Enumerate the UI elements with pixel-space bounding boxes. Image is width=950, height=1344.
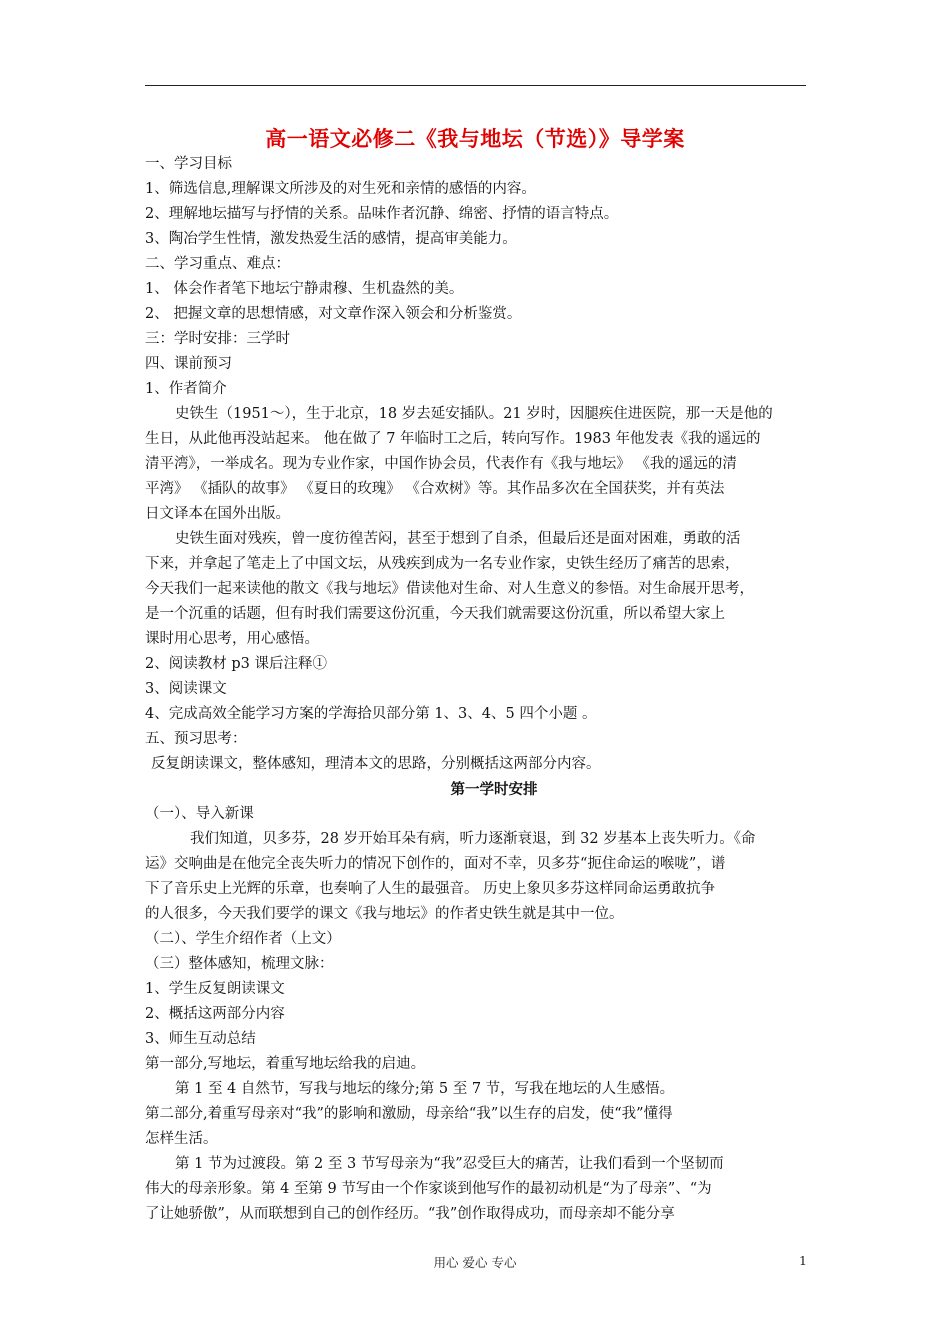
paragraph-line: 清平湾》，一举成名。现为专业作家，中国作协会员，代表作有《我与地坛》 《我的遥远的清 [145,456,737,472]
page-footer: 用心 爱心 专心 [433,1255,517,1270]
paragraph-line: 是一个沉重的话题，但有时我们需要这份沉重，今天我们就需要这份沉重，所以希望大家上 [145,606,725,622]
paragraph-line: 2、概括这两部分内容 [145,1006,285,1022]
paragraph-line: 运》交响曲是在他完全丧失听力的情况下创作的，面对不幸，贝多芬“扼住命运的喉咙”，谱 [145,856,726,872]
paragraph-line: 课时用心思考，用心感悟。 [145,631,319,647]
paragraph-line: 第一部分,写地坛，着重写地坛给我的启迪。 [145,1056,426,1072]
section-heading: 一、学习目标 [145,156,232,172]
paragraph-line: 2、 把握文章的思想情感，对文章作深入领会和分析鉴赏。 [145,306,522,322]
document-body [145,152,813,1227]
paragraph-line: 我们知道，贝多芬，28 岁开始耳朵有病，听力逐渐衰退，到 32 岁基本上丧失听力。《命 [190,831,756,847]
paragraph-line: 2、理解地坛描写与抒情的关系。品味作者沉静、绵密、抒情的语言特点。 [145,206,619,222]
paragraph-line: 下了音乐史上光辉的乐章，也奏响了人生的最强音。 历史上象贝多芬这样同命运勇敢抗争 [145,881,716,897]
page-number: 1 [799,1253,807,1268]
section-heading: （一）、导入新课 [145,806,254,822]
paragraph-line: 伟大的母亲形象。第 4 至第 9 节写由一个作家谈到他写作的最初动机是“为了母亲”、“为 [145,1181,712,1197]
document-title: 高一语文必修二《我与地坛（节选）》导学案 [265,126,685,151]
paragraph-line: 今天我们一起来读他的散文《我与地坛》借读他对生命、对人生意义的参悟。对生命展开思考， [145,581,754,597]
paragraph-line: 2、阅读教材 p3 课后注释① [145,656,327,672]
paragraph-line: 史铁生（1951～），生于北京，18 岁去延安插队。21 岁时，因腿疾住进医院，那一天是他的 [175,406,773,422]
paragraph-line: 第 1 节为过渡段。第 2 至 3 节写母亲为“我”忍受巨大的痛苦，让我们看到一个坚韧而 [175,1156,724,1172]
paragraph-line: 下来，并拿起了笔走上了中国文坛，从残疾到成为一名专业作家，史铁生经历了痛苦的思索， [145,556,740,572]
section-heading: 三：学时安排：三学时 [145,331,290,347]
paragraph-line: 怎样生活。 [145,1131,218,1147]
paragraph-line: 1、 体会作者笔下地坛宁静肃穆、生机盎然的美。 [145,281,464,297]
paragraph-line: 了让她骄傲”，从而联想到自己的创作经历。“我”创作取得成功，而母亲却不能分享 [145,1206,675,1222]
paragraph-line: 日文译本在国外出版。 [145,506,290,522]
section-heading: 四、课前预习 [145,356,232,372]
paragraph-line: 平湾》 《插队的故事》 《夏日的玫瑰》 《合欢树》等。其作品多次在全国获奖，并有英法 [145,481,725,497]
subsection-title: 第一学时安排 [450,781,538,798]
paragraph-line: 1、作者简介 [145,381,227,397]
paragraph-line: 1、学生反复朗读课文 [145,981,285,997]
paragraph-line: 的人很多，今天我们要学的课文《我与地坛》的作者史铁生就是其中一位。 [145,906,624,922]
header-rule [145,85,806,86]
section-heading: （二）、学生介绍作者（上文） [145,931,341,947]
paragraph-line: 3、陶冶学生性情，激发热爱生活的感情，提高审美能力。 [145,231,517,247]
paragraph-line: 第二部分,着重写母亲对“我”的影响和激励，母亲给“我”以生存的启发，使“我”懂得 [145,1106,673,1122]
section-heading: （三）整体感知，梳理文脉： [145,956,334,972]
paragraph-line: 4、完成高效全能学习方案的学海拾贝部分第 1、3、4、5 四个小题 。 [145,706,597,722]
paragraph-line: 3、阅读课文 [145,681,227,697]
paragraph-line: 1、筛选信息,理解课文所涉及的对生死和亲情的感悟的内容。 [145,181,536,197]
paragraph-line: 3、师生互动总结 [145,1031,256,1047]
paragraph-line: 反复朗读课文，整体感知，理清本文的思路，分别概括这两部分内容。 [151,756,601,772]
paragraph-line: 第 1 至 4 自然节，写我与地坛的缘分;第 5 至 7 节，写我在地坛的人生感悟。 [175,1081,675,1097]
section-heading: 五、预习思考： [145,731,247,747]
paragraph-line: 生日，从此他再没站起来。 他在做了 7 年临时工之后，转向写作。1983 年他发表《我的遥远的 [145,431,761,447]
paragraph-line: 史铁生面对残疾，曾一度彷徨苦闷，甚至于想到了自杀，但最后还是面对困难，勇敢的活 [175,531,741,547]
section-heading: 二、学习重点、难点： [145,256,290,272]
